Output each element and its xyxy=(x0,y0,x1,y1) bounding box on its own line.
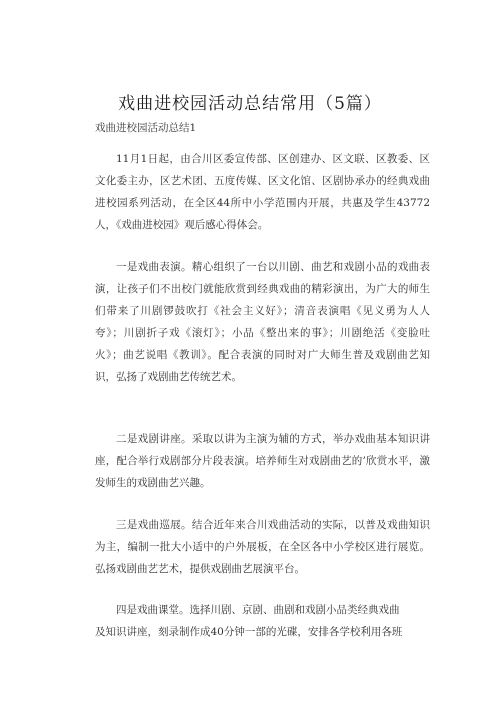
paragraph-lecture: 二是戏剧讲座。采取以讲为主演为辅的方式，举办戏曲基本知识讲座，配合举行戏剧部分片段表演。培养师生对戏剧曲艺的’欣赏水平，激发师生的戏剧曲艺兴趣。 xyxy=(95,433,430,489)
paragraph-classroom xyxy=(95,599,430,643)
document-title: 戏曲进校园活动总结常用（5篇） xyxy=(118,94,382,114)
paragraph-classroom-line-1: 四是戏曲课堂。选择川剧、京剧、曲剧和戏剧小品类经典戏曲 xyxy=(116,604,400,616)
paragraph-performance: 一是戏曲表演。精心组织了一台以川剧、曲艺和戏剧小品的戏曲表演，让孩子们不出校门就能欣赏到经典戏曲的精彩演出，为广大的师生们带来了川剧锣鼓吹打《社会主义好》；清音表演唱《见义勇为人人夸》；川剧折子戏《滚灯》；小品《整出来的事》；川剧绝活《变脸吐火》；曲艺说唱《教训》。配合表演的同时对广大师生普及戏剧曲艺知识，弘扬了戏剧曲艺传统艺术。 xyxy=(95,261,430,383)
paragraph-exhibition: 三是戏曲巡展。结合近年来合川戏曲活动的实际，以普及戏曲知识为主，编制一批大小适中的户外展板，在全区各中小学校区进行展览。弘扬戏剧曲艺艺术，提供戏剧曲艺展演平台。 xyxy=(95,519,430,575)
section-subtitle: 戏曲进校园活动总结1 xyxy=(95,122,197,134)
paragraph-classroom-line-2: 及知识讲座，刻录制作成40分钟一部的光碟，安排各学校利用各班 xyxy=(95,626,403,638)
paragraph-intro: 11月1日起，由合川区委宣传部、区创建办、区文联、区教委、区文化委主办，区艺术团、五度传媒、区文化馆、区剧协承办的经典戏曲进校园系列活动，在全区44所中小学范围内开展，共惠及学生43772人，《戏曲进校园》观后感心得体会。 xyxy=(95,153,430,231)
